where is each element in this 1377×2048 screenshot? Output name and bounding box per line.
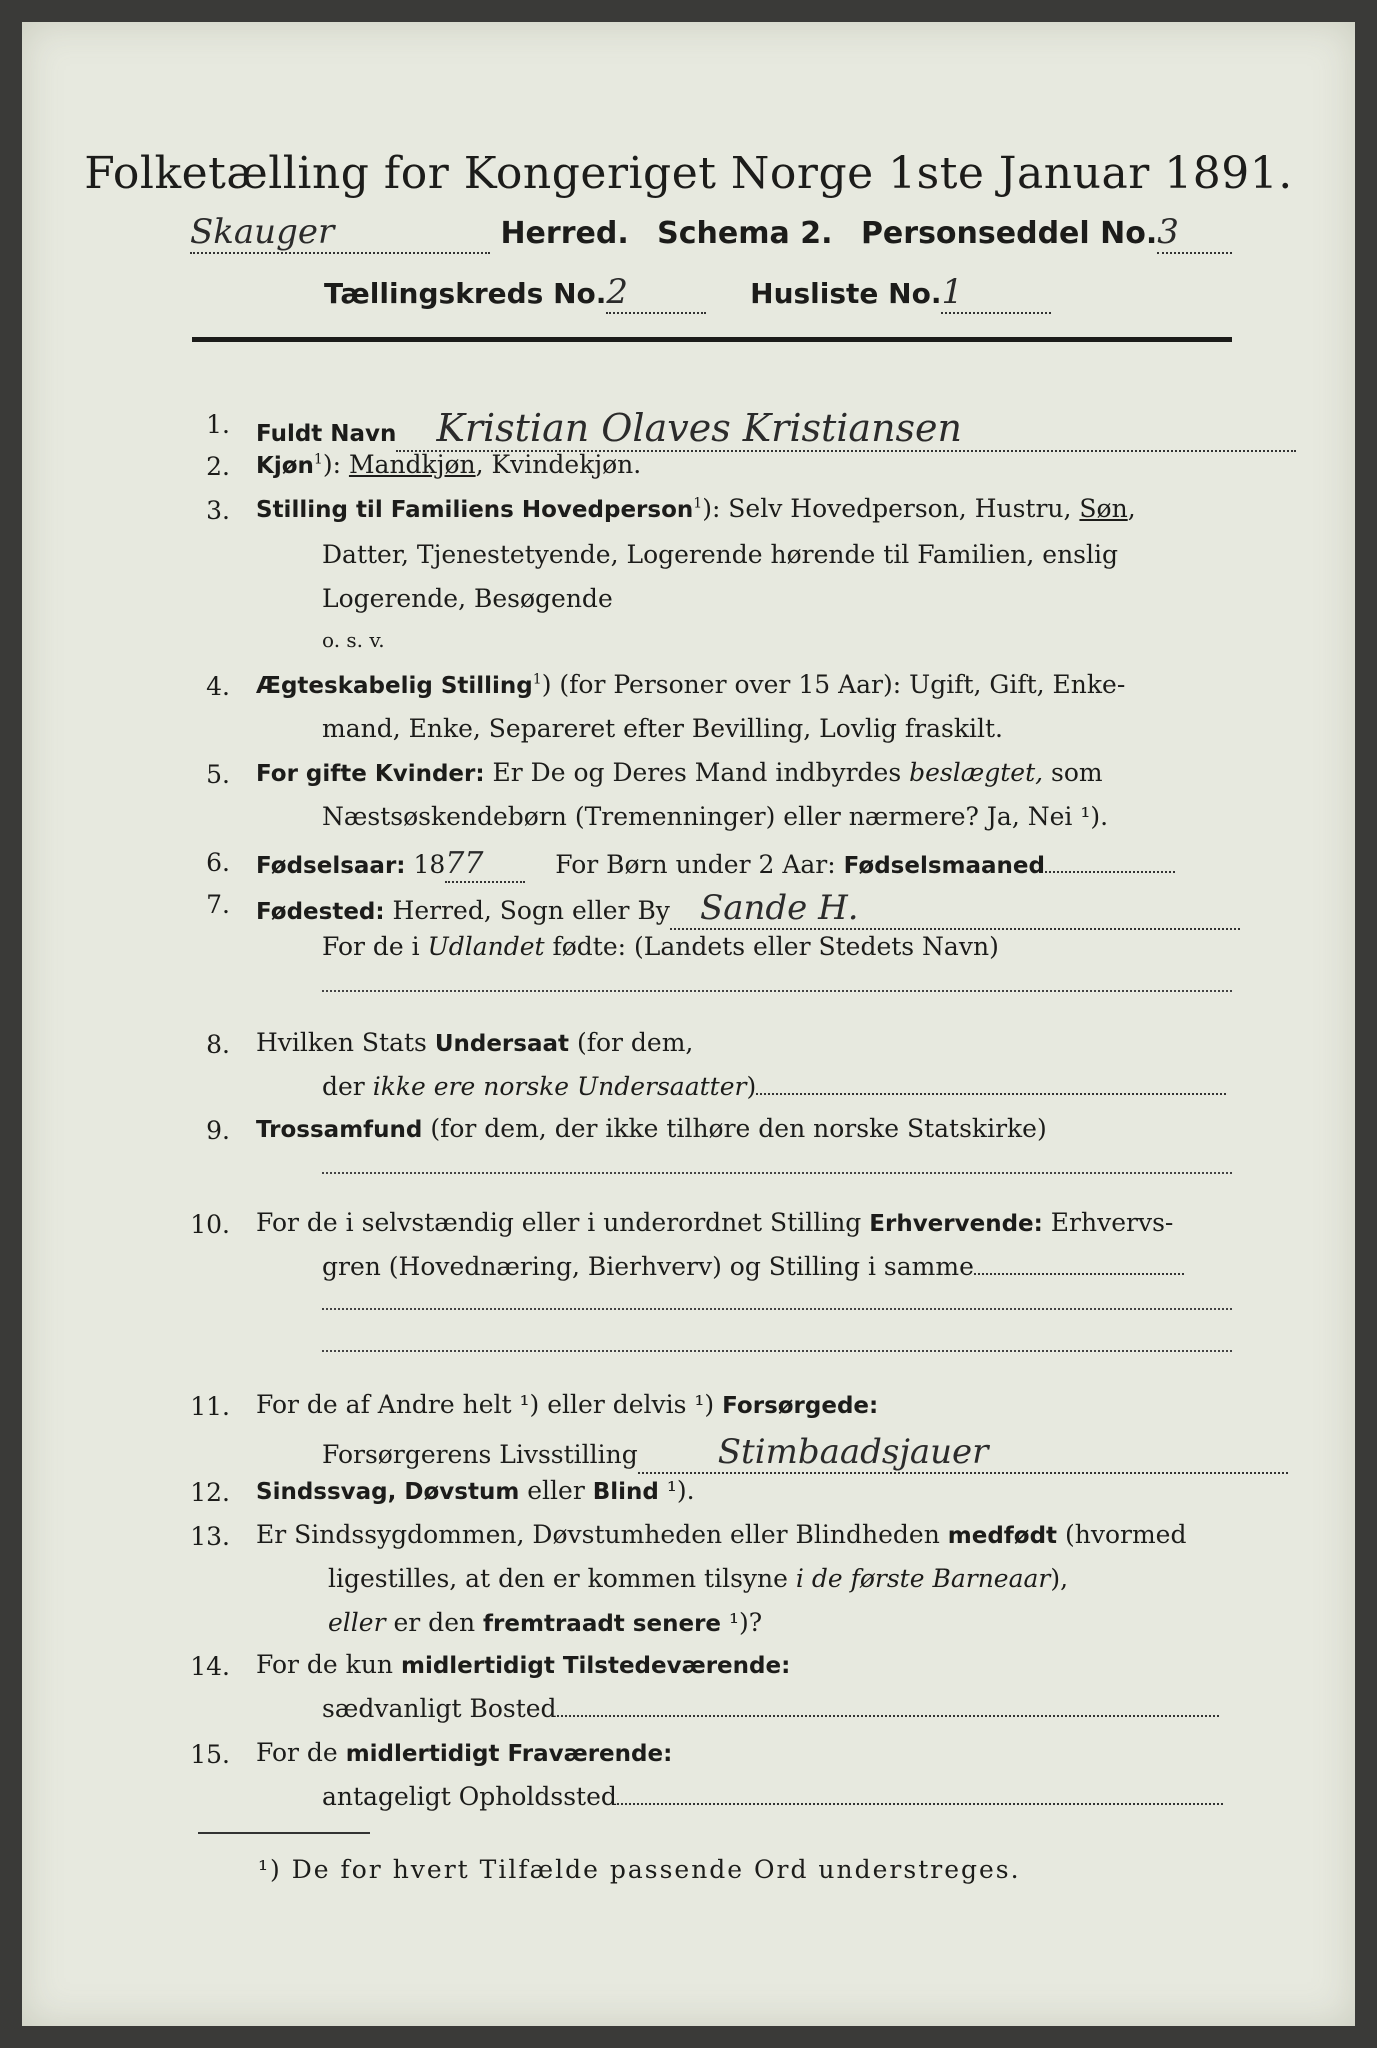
item-occupation: For de i selvstændig eller i underordnet Stilling Erhvervende: Erhvervs- [256,1208,1174,1237]
item-gender: Kjøn$^1$): Mandkjøn, Kvindekjøn. [256,450,642,479]
item-citizenship: Hvilken Stats Undersaat (for dem, [256,1028,694,1057]
blank-line [322,1172,1232,1174]
gender-selected: Mandkjøn [348,450,476,479]
header-row-1 [190,212,1232,254]
item-birthplace: Fødested: Herred, Sogn eller By Sande H. [256,888,1240,930]
item-temporary-present: For de kun midlertidigt Tilstedeværende: [256,1650,791,1679]
full-name-value: Kristian Olaves Kristiansen [396,406,1296,452]
item-congenital: Er Sindssygdommen, Døvstumheden eller Blindheden medfødt (hvormed [256,1520,1187,1549]
footnote-rule [198,1832,370,1834]
kreds-label: Tællingskreds No. [324,277,607,310]
birthplace-value: Sande H. [670,888,1240,930]
herred-value: Skauger [190,212,490,254]
family-position-selected: Søn [1079,494,1128,523]
footnote: ¹) De for hvert Tilfælde passende Ord understreges. [258,1855,1021,1884]
item-religion: Trossamfund (for dem, der ikke tilhøre den norske Statskirke) [256,1114,1047,1143]
herred-label: Herred. [500,216,629,251]
item-number: 1. [206,410,230,439]
schema-label: Schema 2. [657,216,833,251]
item-disability: Sindssvag, Døvstum eller Blind ¹). [256,1476,695,1505]
page-title: Folketælling for Kongeriget Norge 1ste Januar 1891. [84,148,1293,199]
husliste-value: 1 [941,272,1051,314]
item-dependents: For de af Andre helt ¹) eller delvis ¹) Forsørgede: [256,1390,879,1419]
blank-line [322,1308,1232,1310]
blank-line [322,990,1232,992]
item-family-position: Stilling til Familiens Hovedperson$^1$): Selv Hovedperson, Hustru, Søn, [256,494,1136,523]
kreds-value: 2 [606,272,706,314]
item-birth-year: Fødselsaar: 1877 For Børn under 2 Aar: Fødselsmaaned [256,846,1175,883]
item-married-women: For gifte Kvinder: Er De og Deres Mand indbyrdes beslægtet, som [256,758,1103,787]
header-row-2 [324,272,1051,314]
personseddel-value: 3 [1157,212,1232,254]
husliste-label: Husliste No. [750,277,942,310]
blank-line [322,1350,1232,1352]
birth-year-value: 77 [445,846,525,883]
header-rule [192,337,1232,342]
item-marital-status: Ægteskabelig Stilling$^1$) (for Personer over 15 Aar): Ugift, Gift, Enke- [256,670,1126,699]
provider-occupation-value: Stimbaadsjauer [638,1432,1288,1474]
census-form-page [22,22,1355,2026]
item-temporary-absent: For de midlertidigt Fraværende: [256,1738,673,1767]
item-full-name: Fuldt Navn Kristian Olaves Kristiansen [256,406,1296,452]
personseddel-label: Personseddel No. [860,216,1158,251]
